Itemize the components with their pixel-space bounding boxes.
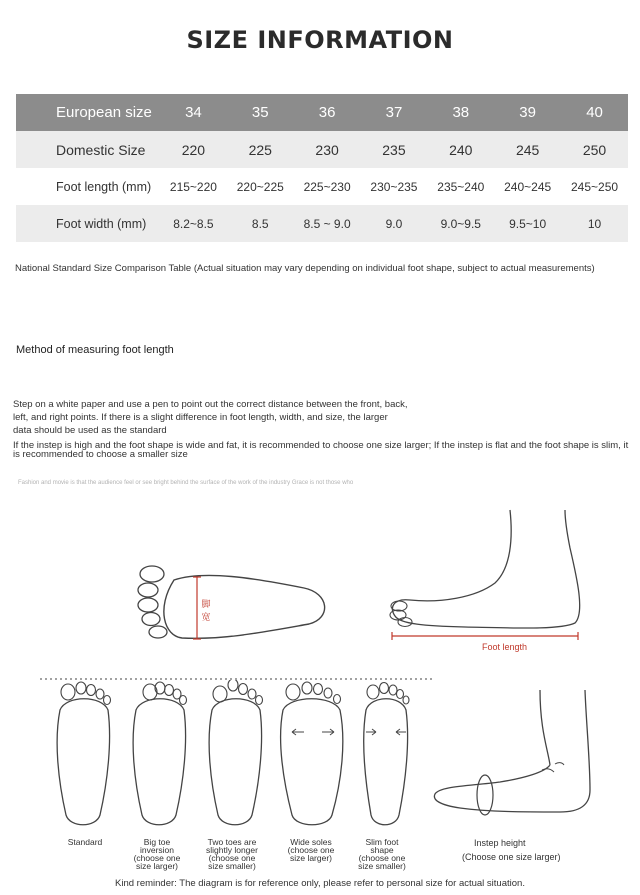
size-cell: 225 <box>248 141 272 158</box>
size-cell: 34 <box>185 104 202 121</box>
foot-width-diagram <box>134 560 334 646</box>
label-wide: Wide soles (choose one size larger) <box>287 837 335 863</box>
size-cell: 8.5 <box>251 216 269 231</box>
instep-label-2: (Choose one size larger) <box>462 852 561 862</box>
label-standard: Standard <box>67 837 103 847</box>
size-cell: 37 <box>385 104 403 121</box>
foot-length-diagram <box>385 508 585 644</box>
size-cell: 235 <box>382 141 406 158</box>
foot-width-label: 脚宽 <box>201 599 211 622</box>
size-cell: 230~235 <box>370 179 418 194</box>
foot-type-big-toe <box>128 680 192 830</box>
foot-type-wide <box>278 680 348 830</box>
size-cell: 36 <box>318 104 336 121</box>
size-row <box>16 131 628 168</box>
size-cell: 250 <box>582 141 607 158</box>
size-row-label: Domestic Size <box>56 141 146 158</box>
label-slim: Slim foot shape (choose one size smaller) <box>358 837 406 871</box>
instep-advice: If the instep is high and the foot shape is wide and fat, it is recommended to choose one size larger; If the instep is flat and the foot shape is slim, it is recommended to choose a smaller size <box>13 440 629 460</box>
size-cell: 38 <box>452 104 470 121</box>
size-cell: 230 <box>315 141 339 158</box>
step-instructions: Step on a white paper and use a pen to point out the correct distance between the front, back, left, and right points. If there is a slight difference in foot length, width, and size, the larger data should be used as the standard <box>13 399 408 436</box>
size-cell: 9.0 <box>385 216 403 231</box>
size-cell: 215~220 <box>169 179 217 194</box>
size-cell: 220 <box>181 141 206 158</box>
size-cell: 225~230 <box>303 179 351 194</box>
size-cell: 10 <box>587 216 602 231</box>
size-cell: 9.0~9.5 <box>440 216 481 231</box>
size-cell: 39 <box>519 104 536 121</box>
size-cell: 35 <box>251 104 269 121</box>
faded-caption: Fashion and movie is that the audience feel or see bright behind the surface of the work of the industry Grace is not those who <box>18 480 354 486</box>
instep-label-1: Instep height <box>474 838 526 848</box>
page-title: SIZE INFORMATION <box>186 26 454 54</box>
label-long-second-toe: Two toes are slightly longer (choose one size smaller) <box>206 837 258 871</box>
foot-type-long-second-toe <box>204 680 268 830</box>
table-note: National Standard Size Comparison Table (Actual situation may vary depending on individual foot shape, subject to actual measurements) <box>15 263 595 274</box>
size-cell: 245~250 <box>571 179 619 194</box>
method-title: Method of measuring foot length <box>16 344 174 356</box>
label-big-toe: Big toe inversion (choose one size larger) <box>133 837 181 871</box>
size-row-label: Foot length (mm) <box>56 179 152 194</box>
size-cell: 240 <box>449 141 473 158</box>
size-cell: 8.5 ~ 9.0 <box>303 216 351 231</box>
size-cell: 40 <box>586 104 603 121</box>
kind-reminder: Kind reminder: The diagram is for reference only, please refer to personal size for actual situation. <box>115 878 525 889</box>
size-cell: 240~245 <box>504 179 552 194</box>
size-row-label: Foot width (mm) <box>56 216 147 231</box>
foot-type-slim <box>356 680 416 830</box>
size-row <box>16 205 628 242</box>
foot-type-standard <box>52 680 116 830</box>
size-row <box>16 168 628 205</box>
size-cell: 245 <box>515 141 540 158</box>
size-cell: 220~225 <box>236 179 284 194</box>
size-cell: 8.2~8.5 <box>173 216 214 231</box>
instep-height-diagram <box>430 690 600 830</box>
size-cell: 235~240 <box>437 179 485 194</box>
foot-length-label: Foot length <box>482 642 528 652</box>
size-row-label: European size <box>56 104 152 121</box>
size-table <box>16 94 628 242</box>
size-cell: 9.5~10 <box>509 216 547 231</box>
size-row <box>16 94 628 131</box>
